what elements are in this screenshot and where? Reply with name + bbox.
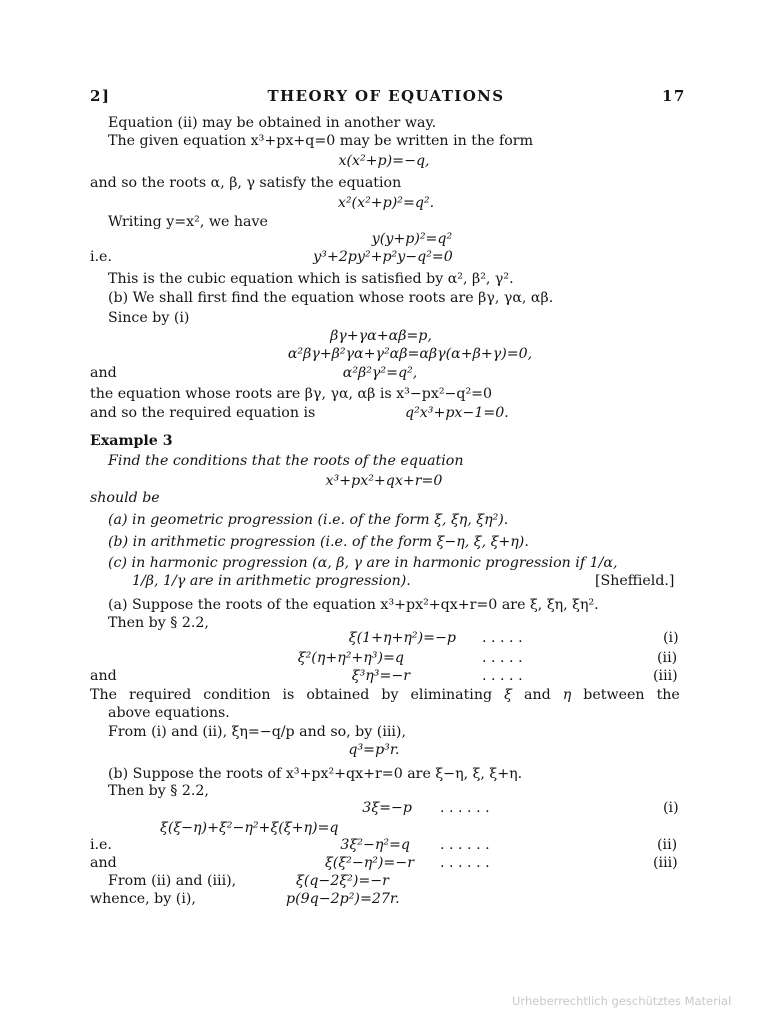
equation: x³+px²+qx+r=0 (325, 473, 443, 489)
text-line: (a) Suppose the roots of the equation x³+px²+qx+r=0 are ξ, ξη, ξη². (108, 597, 599, 613)
list-item: (b) in arithmetic progression (i.e. of the form ξ−η, ξ, ξ+η). (108, 534, 529, 550)
source-citation: [Sheffield.] (595, 573, 675, 589)
text-line: This is the cubic equation which is satisfied by α², β², γ². (108, 271, 514, 287)
word: eliminating (410, 687, 493, 703)
text-line: Since by (i) (108, 310, 190, 326)
word: η (562, 687, 572, 703)
equation: y(y+p)²=q² (371, 231, 453, 247)
copyright-watermark: Urheberrechtlich geschütztes Material (512, 994, 732, 1008)
text-line: Equation (ii) may be obtained in another way. (108, 115, 437, 131)
text-line: The given equation x³+px+q=0 may be written in the form (108, 133, 534, 149)
equation-ref: (ii) (657, 837, 678, 853)
equation: α²β²γ²=q², (342, 365, 418, 381)
word: by (381, 687, 399, 703)
equation: 3ξ²−η²=q (340, 837, 410, 853)
text-line: From (i) and (ii), ξη=−q/p and so, by (iii), (108, 724, 406, 740)
equation-ref: (iii) (653, 668, 678, 684)
list-item: (c) in harmonic progression (α, β, γ are in harmonic progression if 1/α, (108, 555, 618, 571)
page-number: 17 (662, 87, 686, 105)
text-line: Writing y=x², we have (108, 214, 268, 230)
equation: α²βγ+β²γα+γ²αβ=αβγ(α+β+γ)=0, (287, 346, 533, 362)
equation: ξ²(η+η²+η³)=q (297, 650, 404, 666)
equation: ξ(1+η+η²)=−p (348, 630, 456, 646)
equation-ref: (ii) (657, 650, 678, 666)
text-line: whence, by (i), (90, 891, 196, 907)
leader-dots: . . . . . . (440, 837, 490, 853)
equation: q³=p³r. (348, 742, 400, 758)
text-line: (b) Suppose the roots of x³+px²+qx+r=0 are ξ−η, ξ, ξ+η. (108, 766, 523, 782)
word: and (523, 687, 551, 703)
word: condition (203, 687, 271, 703)
text-line: (b) We shall first find the equation whose roots are βγ, γα, αβ. (108, 290, 554, 306)
text-line: Then by § 2.2, (108, 783, 209, 799)
equation-ref: (i) (663, 630, 679, 646)
equation: 3ξ=−p (362, 800, 412, 816)
leader-dots: . . . . . . (440, 800, 490, 816)
word: obtained (306, 687, 370, 703)
leader-dots: . . . . . (482, 650, 523, 666)
leader-dots: . . . . . (482, 668, 523, 684)
word: The (90, 687, 117, 703)
equation: x²(x²+p)²=q². (337, 195, 435, 211)
section-number: 2] (90, 87, 111, 105)
list-item-continuation: 1/β, 1/γ are in arithmetic progression). (132, 573, 411, 589)
text-line: and so the required equation is (90, 405, 316, 421)
equation: ξ(ξ−η)+ξ²−η²+ξ(ξ+η)=q (160, 820, 339, 836)
word: the (656, 687, 680, 703)
equation-lead: i.e. (90, 837, 112, 853)
equation: y³+2py²+p²y−q²=0 (313, 249, 453, 265)
example-prompt: Find the conditions that the roots of the equation (108, 453, 464, 469)
text-line: From (ii) and (iii), (108, 873, 237, 889)
equation-lead: i.e. (90, 249, 112, 265)
equation: x(x²+p)=−q, (338, 153, 430, 169)
word: between (583, 687, 645, 703)
equation: q²x³+px−1=0. (405, 405, 509, 421)
list-item: (a) in geometric progression (i.e. of the form ξ, ξη, ξη²). (108, 512, 509, 528)
leader-dots: . . . . . (482, 630, 523, 646)
equation: ξ³η³=−r (351, 668, 410, 684)
example-heading: Example 3 (90, 433, 173, 449)
equation: ξ(q−2ξ²)=−r (296, 873, 389, 889)
equation: p(9q−2p²)=27r. (286, 891, 400, 907)
equation-lead: and (90, 668, 117, 684)
equation-lead: and (90, 855, 117, 871)
text-line: and so the roots α, β, γ satisfy the equation (90, 175, 402, 191)
text-line: Then by § 2.2, (108, 615, 209, 631)
justified-text-line (90, 687, 680, 704)
word: required (129, 687, 192, 703)
equation-lead: and (90, 365, 117, 381)
equation: βγ+γα+αβ=p, (330, 328, 432, 344)
text-line: the equation whose roots are βγ, γα, αβ is x³−px²−q²=0 (90, 386, 493, 402)
word: ξ (504, 687, 512, 703)
text-line: should be (90, 490, 160, 506)
leader-dots: . . . . . . (440, 855, 490, 871)
running-title: THEORY OF EQUATIONS (267, 87, 505, 105)
equation: ξ(ξ²−η²)=−r (324, 855, 414, 871)
word: is (282, 687, 295, 703)
equation-ref: (i) (663, 800, 679, 816)
text-line: above equations. (108, 705, 230, 721)
equation-ref: (iii) (653, 855, 678, 871)
